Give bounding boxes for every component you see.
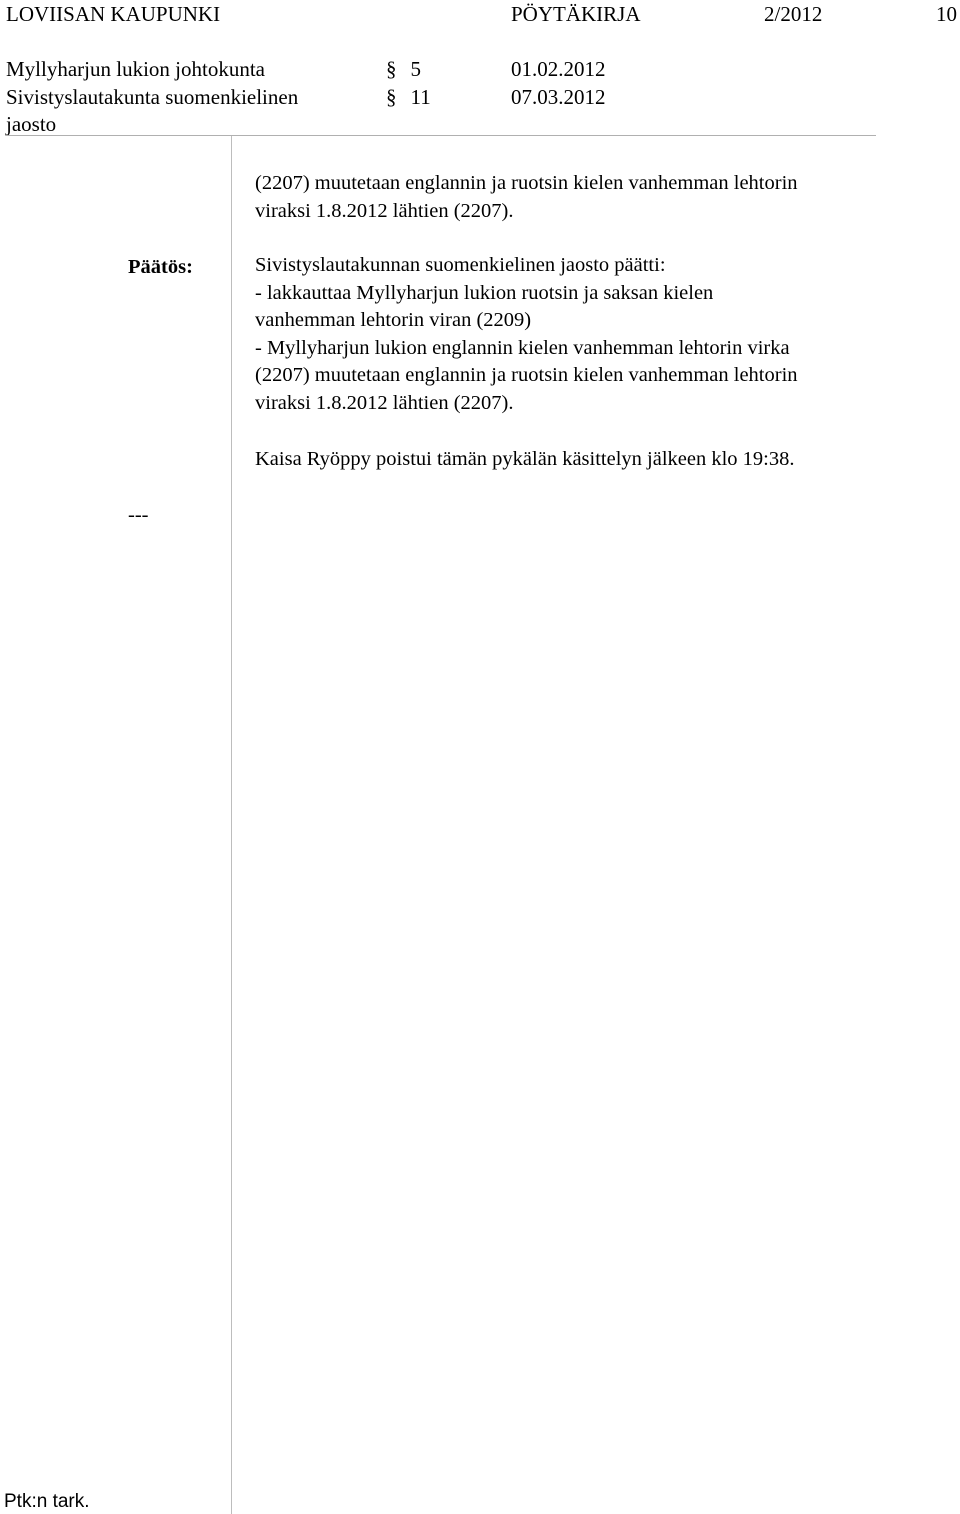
end-marker: --- — [128, 504, 149, 526]
meeting-body-1: Myllyharjun lukion johtokunta — [6, 57, 265, 81]
section-sign-icon: § — [386, 85, 397, 109]
meeting-body-2-continuation: jaosto — [6, 112, 57, 136]
decision-label: Päätös: — [128, 256, 193, 278]
section-number: 5 — [410, 57, 421, 81]
decision-line: viraksi 1.8.2012 lähtien (2207). — [255, 391, 514, 414]
section-sign-icon: § — [386, 57, 397, 81]
organization-name: LOVIISAN KAUPUNKI — [6, 2, 221, 26]
meeting-date-1: 01.02.2012 — [511, 57, 606, 81]
meeting-body-2: Sivistyslautakunta suomenkielinen — [6, 85, 299, 109]
decision-note: Kaisa Ryöppy poistui tämän pykälän käsittelyn jälkeen klo 19:38. — [255, 448, 795, 470]
document-type: PÖYTÄKIRJA — [511, 2, 641, 26]
meeting-section-1 — [386, 59, 421, 80]
decision-line: vanhemman lehtorin viran (2209) — [255, 309, 532, 331]
header-divider — [6, 135, 876, 136]
decision-line: - Myllyharjun lukion englannin kielen vanhemman lehtorin virka — [255, 336, 790, 359]
decision-line: - lakkauttaa Myllyharjun lukion ruotsin ja saksan kielen — [255, 281, 714, 304]
document-number: 2/2012 — [764, 2, 823, 26]
meeting-section-2 — [386, 87, 431, 108]
continued-text — [255, 170, 798, 225]
meeting-date-2: 07.03.2012 — [511, 85, 606, 109]
margin-column-line — [231, 136, 232, 1514]
section-number: 11 — [410, 85, 431, 109]
page-number: 10 — [936, 2, 957, 26]
continued-text-line: (2207) muutetaan englannin ja ruotsin kielen vanhemman lehtorin — [255, 172, 798, 194]
footer-initials-label: Ptk:n tark. — [4, 1491, 90, 1512]
continued-text-line: viraksi 1.8.2012 lähtien (2207). — [255, 199, 514, 222]
decision-text — [255, 252, 798, 417]
decision-line: (2207) muutetaan englannin ja ruotsin kielen vanhemman lehtorin — [255, 364, 798, 386]
decision-line: Sivistyslautakunnan suomenkielinen jaosto päätti: — [255, 254, 666, 276]
